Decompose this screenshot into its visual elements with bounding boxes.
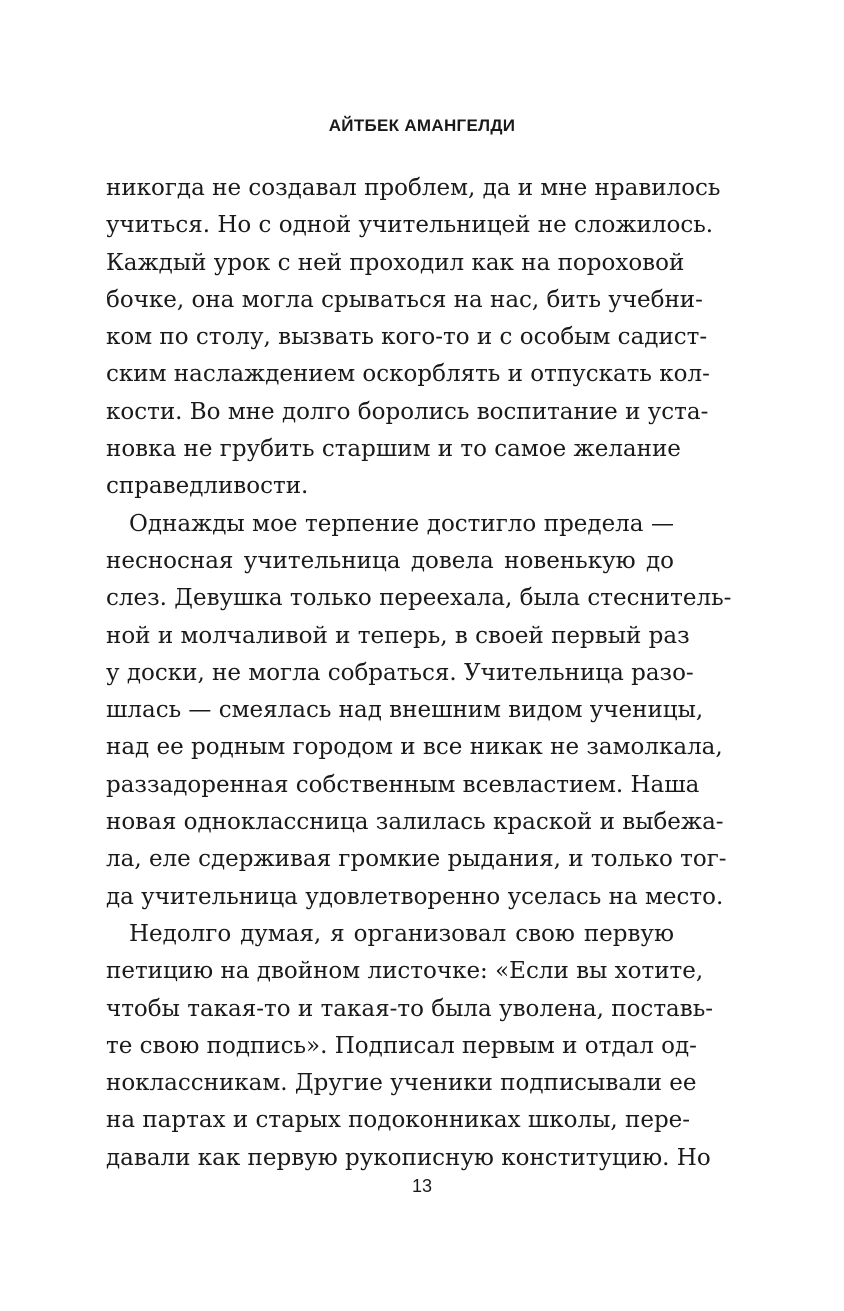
running-head: АЙТБЕК АМАНГЕЛДИ — [328, 116, 516, 135]
text-line: шлась — смеялась над внешним видом ученицы, — [106, 697, 704, 724]
text-line: учиться. Но с одной учительницей не сложилось. — [106, 212, 714, 239]
text-line: петицию на двойном листочке: «Если вы хотите, — [106, 958, 704, 985]
text-line: кости. Во мне долго боролись воспитание и уста- — [106, 398, 709, 425]
text-line: Недолго думая, я организовал свою первую — [129, 920, 674, 947]
text-line: раззадоренная собственным всевластием. Наша — [106, 771, 700, 798]
paragraph-3 — [106, 916, 713, 1177]
text-line: ной и молчаливой и теперь, в своей первый раз — [106, 622, 690, 649]
text-line: давали как первую рукописную конституцию. Но — [106, 1144, 711, 1171]
paragraph-1 — [106, 170, 721, 506]
text-line: Каждый урок с ней проходил как на пороховой — [106, 249, 685, 276]
text-line: у доски, не могла собраться. Учительница разо- — [106, 659, 694, 686]
text-line: бочке, она могла срываться на нас, бить учебни- — [106, 286, 703, 313]
text-line: ла, еле сдерживая громкие рыдания, и только тог- — [106, 846, 727, 873]
text-line: слез. Девушка только переехала, была стеснитель- — [106, 585, 732, 612]
text-line: на партах и старых подоконниках школы, пере- — [106, 1107, 691, 1134]
text-line: новая одноклассница залилась краской и выбежа- — [106, 809, 724, 836]
text-line: ским наслаждением оскорблять и отпускать кол- — [106, 361, 710, 388]
text-line: чтобы такая-то и такая-то была уволена, поставь- — [106, 995, 713, 1022]
text-line: ноклассникам. Другие ученики подписывали ее — [106, 1070, 697, 1097]
text-line: ком по столу, вызвать кого-то и с особым садист- — [106, 324, 708, 351]
text-line: справедливости. — [106, 473, 309, 500]
text-line: над ее родным городом и все никак не замолкала, — [106, 734, 723, 761]
text-line: новка не грубить старшим и то самое желание — [106, 436, 681, 463]
text-line: да учительница удовлетворенно уселась на место. — [106, 883, 724, 910]
text-line: никогда не создавал проблем, да и мне нравилось — [106, 175, 721, 201]
text-line: те свою подпись». Подписал первым и отдал од- — [106, 1032, 697, 1059]
paragraph-2 — [106, 506, 732, 916]
text-line: Однажды мое терпение достигло предела — — [129, 510, 674, 537]
page-number: 13 — [411, 1176, 433, 1196]
text-line: несносная учительница довела новенькую до — [106, 547, 674, 574]
body-text — [106, 170, 732, 1177]
